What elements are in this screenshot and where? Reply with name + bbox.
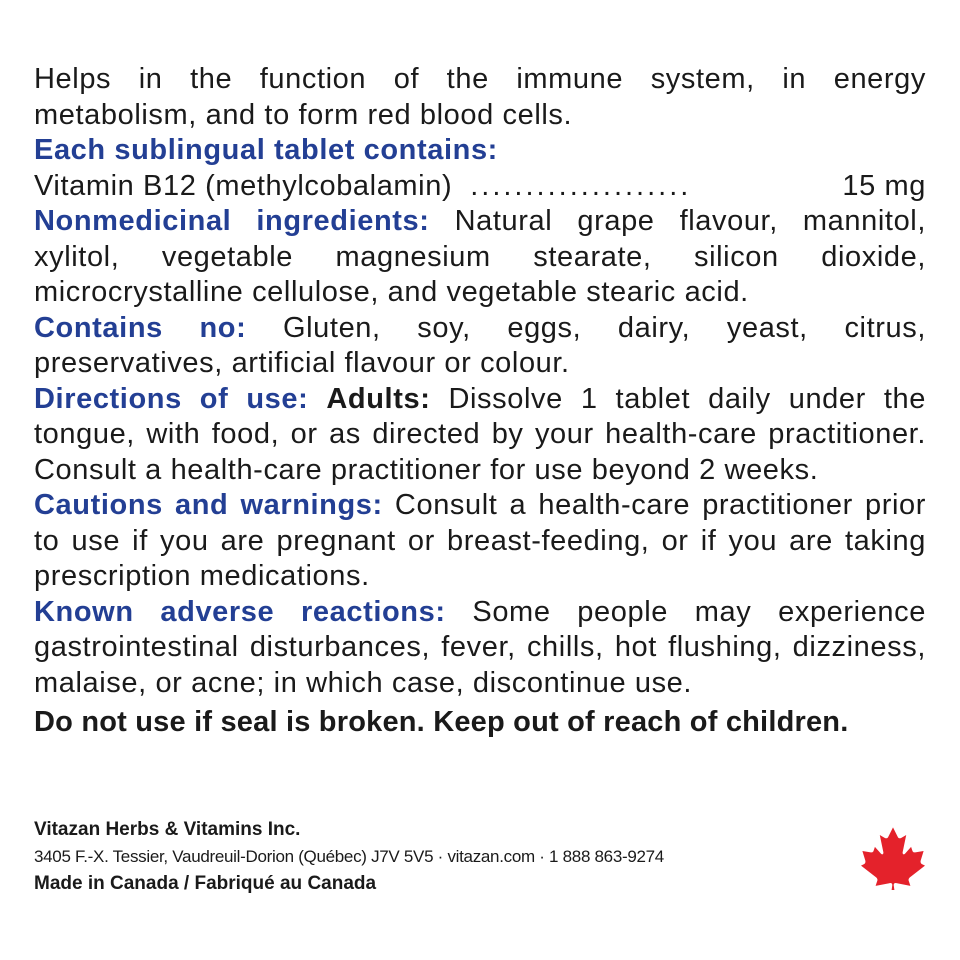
directions-heading: Directions of use: (34, 382, 309, 415)
cautions-text: Consult a health-care practitioner prior to use if you are pregnant or breast-feeding, or if you are taking prescription medications. (34, 489, 926, 592)
directions-subheading: Adults: (326, 382, 431, 415)
directions-text: Dissolve 1 tablet daily under the tongue, with food, or as directed by your health-care practitioner. Consult a health-care practitioner for use beyond 2 weeks. (34, 382, 926, 486)
ingredient-name: Vitamin B12 (methylcobalamin) (34, 169, 453, 202)
ingredient-row (34, 169, 926, 205)
intro-text: Helps in the function of the immune system, in energy metabolism, and to form red blood cells. (34, 63, 926, 131)
cautions-section (34, 488, 926, 595)
cautions-heading: Cautions and warnings: (34, 489, 383, 521)
made-in-statement: Made in Canada / Fabriqué au Canada (34, 873, 377, 894)
contains-no-section (34, 311, 926, 382)
manufacturer-footer (34, 817, 854, 897)
nonmedicinal-heading: Nonmedicinal ingredients: (34, 205, 430, 237)
ingredient-amount: 15 mg (842, 169, 926, 202)
maple-leaf-icon (858, 826, 928, 890)
directions-section (34, 382, 926, 489)
company-name: Vitazan Herbs & Vitamins Inc. (34, 819, 301, 840)
product-label (34, 62, 926, 741)
adverse-section (34, 595, 926, 702)
nonmedicinal-section (34, 204, 926, 311)
nonmedicinal-text: Natural grape flavour, mannitol, xylitol, vegetable magnesium stearate, silicon dioxide, microcrystalline cellulose, and vegetable stearic acid. (34, 205, 926, 308)
adverse-heading: Known adverse reactions: (34, 595, 446, 628)
contains-no-text: Gluten, soy, eggs, dairy, yeast, citrus, preservatives, artificial flavour or colour. (34, 311, 926, 379)
tablet-contents-heading: Each sublingual tablet contains: (34, 134, 498, 166)
adverse-text: Some people may experience gastrointestinal disturbances, fever, chills, hot flushing, dizziness, malaise, or acne; in which case, discontinue use. (34, 595, 926, 699)
company-address: 3405 F.-X. Tessier, Vaudreuil-Dorion (Québec) J7V 5V5 · vitazan.com · 1 888 863-9274 (34, 847, 664, 866)
safety-warning: Do not use if seal is broken. Keep out of reach of children. (34, 706, 849, 738)
contains-no-heading: Contains no: (34, 311, 247, 344)
dot-leader: .................... (470, 169, 692, 202)
